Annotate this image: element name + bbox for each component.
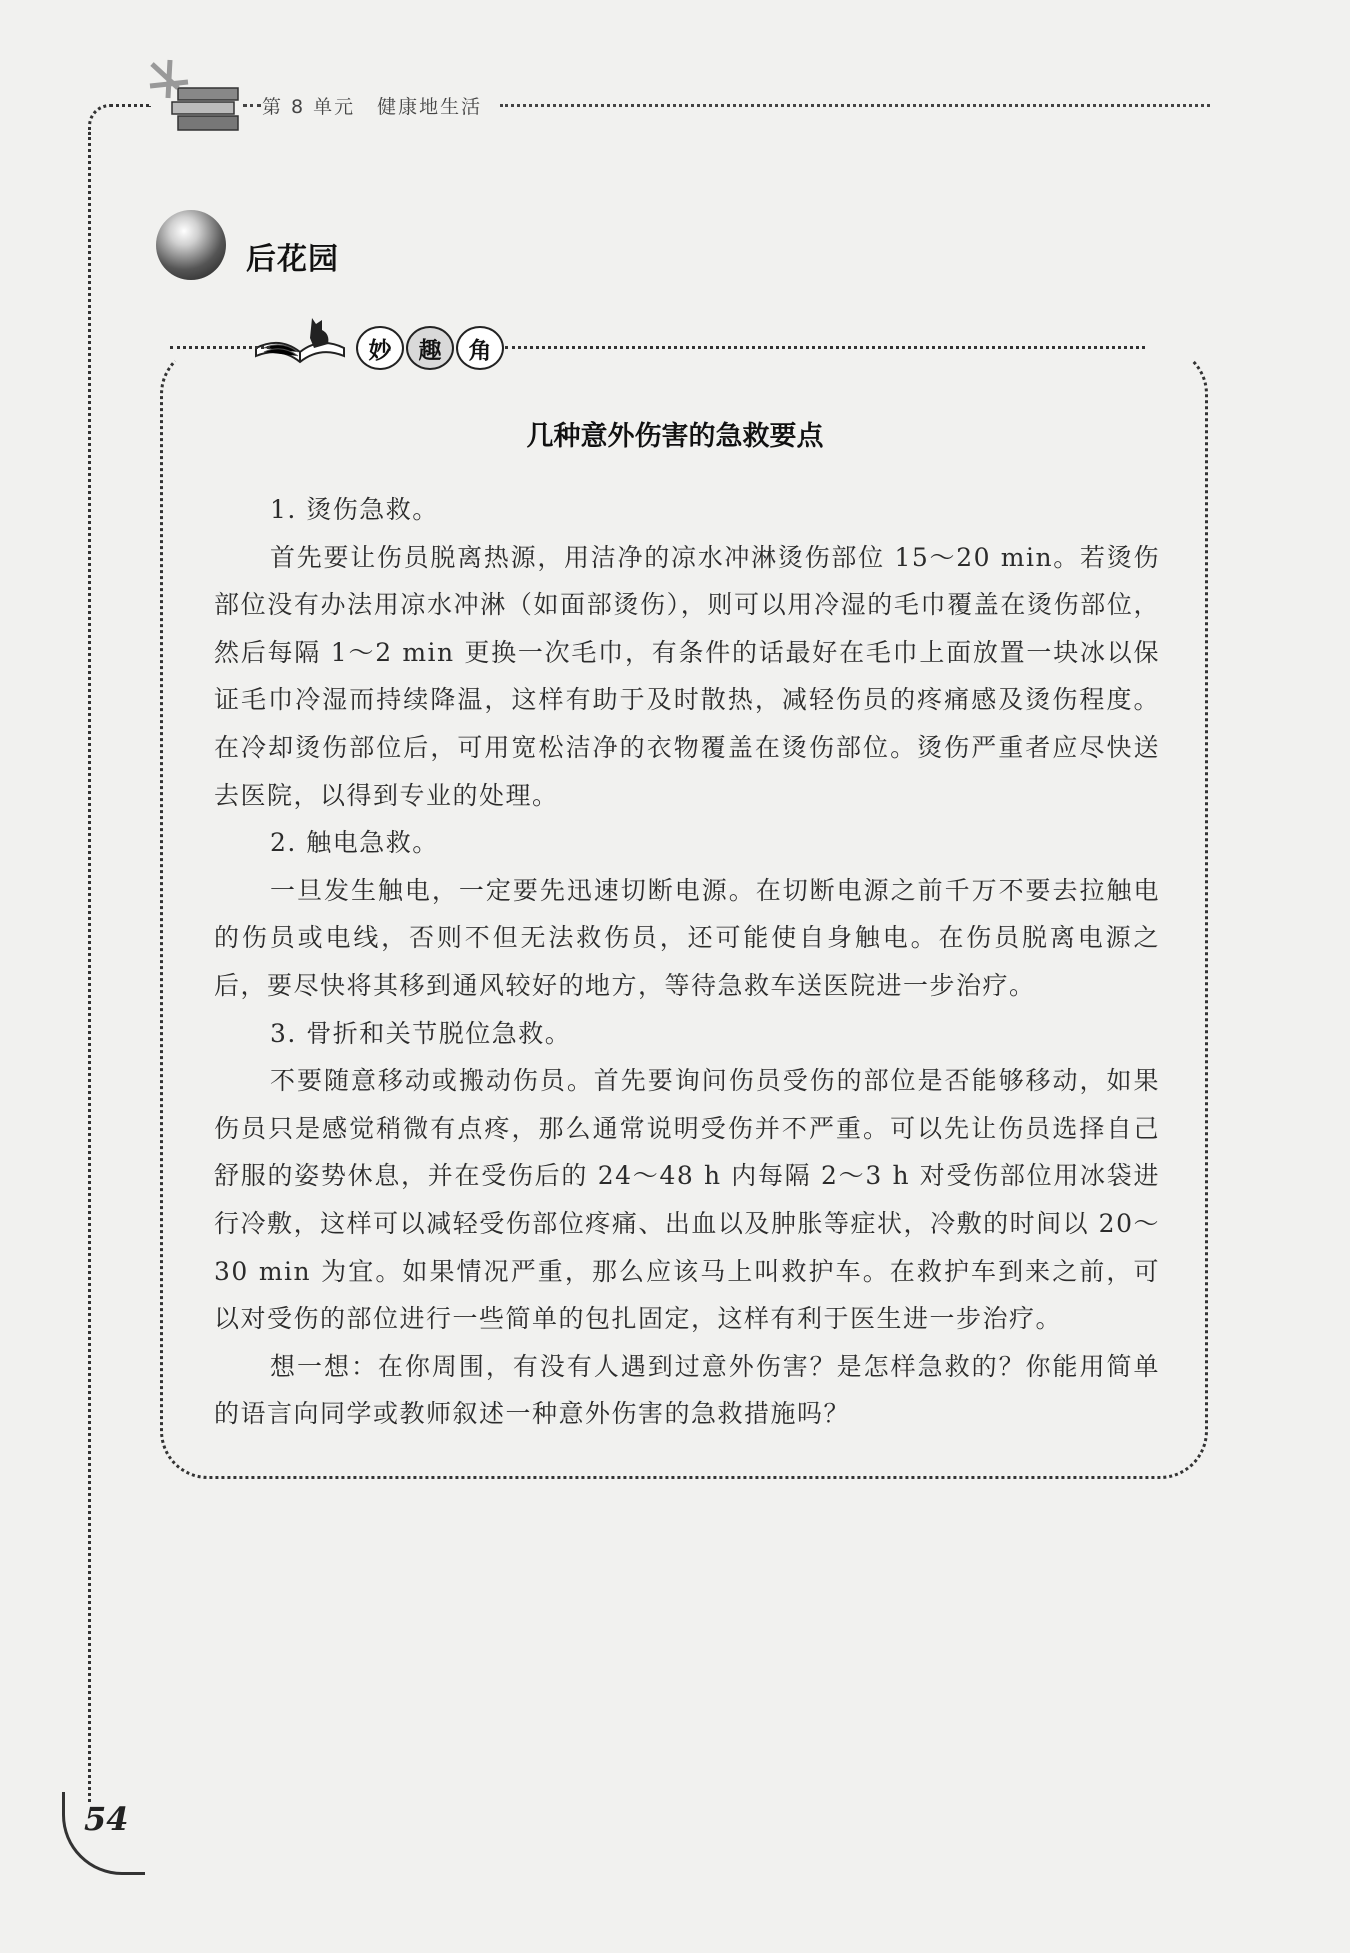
header-corner-divider: [88, 104, 151, 135]
badge-jiao: 角: [456, 326, 504, 370]
heading-electric-shock: 2. 触电急救。: [270, 828, 439, 858]
paragraph-electric-shock: 一旦发生触电，一定要先迅速切断电源。在切断电源之前千万不要去拉触电的伤员或电线，否则不但无法救伤员，还可能使自身触电。在伤员脱离电源之后，要尽快将其移到通风较好的地方，等待急救车送医院进一步治疗。: [214, 875, 1160, 1000]
header-divider-right: [500, 104, 1210, 107]
paragraph-burn-first-aid: 首先要让伤员脱离热源，用洁净的凉水冲淋烫伤部位 15～20 min。若烫伤部位没有办法用凉水冲淋（如面部烫伤），则可以用冷湿的毛巾覆盖在烫伤部位，然后每隔 1～2 min 更换一次毛巾，有条件的话最好在毛巾上面放置一块冰以保证毛巾冷湿而持续降温，这样有助于及时散热，减轻伤员的疼痛感及烫伤程度。在冷却烫伤部位后，可用宽松洁净的衣物覆盖在烫伤部位。烫伤严重者应尽快送去医院，以得到专业的处理。: [214, 542, 1160, 810]
section-title: 后花园: [246, 242, 339, 277]
box-top-left-divider: [170, 346, 270, 349]
unit-number: 第 8 单元: [262, 96, 356, 118]
badge-miao: 妙: [356, 326, 404, 370]
heading-burn-first-aid: 1. 烫伤急救。: [270, 495, 439, 524]
header-divider-left: [243, 104, 261, 107]
paragraph-fracture: 不要随意移动或搬动伤员。首先要询问伤员受伤的部位是否能够移动，如果伤员只是感觉稍微有点疼，那么通常说明受伤并不严重。可以先让伤员选择自己舒服的姿势休息，并在受伤后的 24～48 h 内每隔 2～3 h 对受伤部位用冰袋进行冷敷，这样可以减轻受伤部位疼痛、出血以及肿胀等症状，冷敷的时间以 20～30 min 为宜。如果情况严重，那么应该马上叫救护车。在救护车到来之前，可以对受伤的部位进行一些简单的包扎固定，这样有利于医生进一步治疗。: [214, 1066, 1160, 1334]
article-body: [214, 486, 1160, 1438]
heading-fracture: 3. 骨折和关节脱位急救。: [270, 1018, 572, 1048]
left-margin-divider: [88, 132, 91, 1802]
running-header: [262, 92, 504, 119]
books-logo-icon: [148, 58, 244, 140]
paragraph-think: 想一想：在你周围，有没有人遇到过意外伤害？是怎样急救的？你能用简单的语言向同学或教师叙述一种意外伤害的急救措施吗？: [214, 1351, 1160, 1429]
sphere-icon: [156, 210, 226, 280]
unit-title: 健康地生活: [377, 96, 483, 118]
badge-qu: 趣: [406, 326, 454, 370]
article-title: 几种意外伤害的急救要点: [526, 421, 824, 452]
page-number: 54: [84, 1800, 129, 1838]
page-header: [0, 0, 1350, 140]
